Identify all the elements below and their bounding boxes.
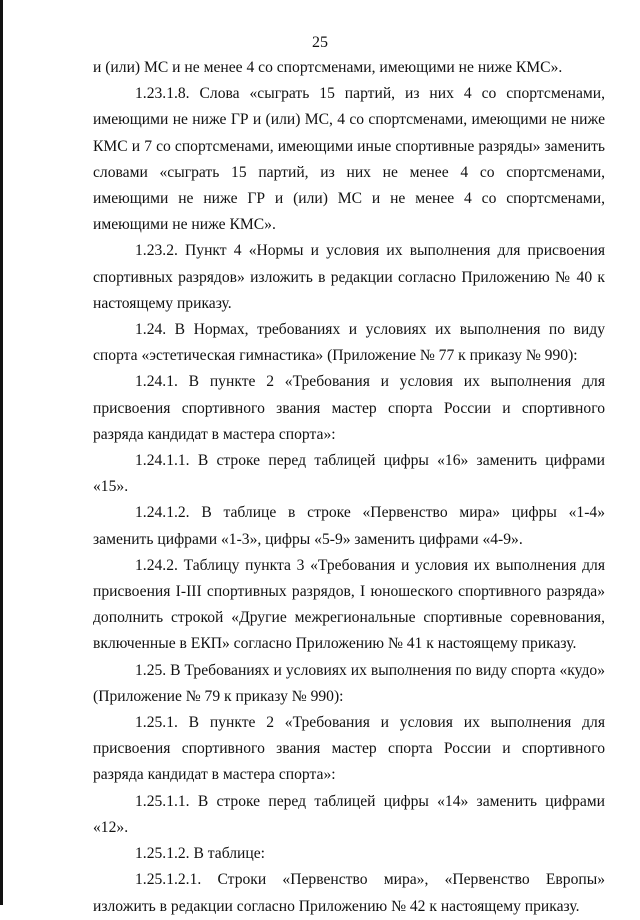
document-body xyxy=(93,55,605,920)
paragraph-continuation: и (или) МС и не менее 4 со спортсменами, имеющими не ниже КМС». xyxy=(93,59,563,76)
paragraph-1-23-1-8: 1.23.1.8. Слова «сыграть 15 партий, из них 4 со спортсменами, имеющими не ниже ГР и (или) МС, 4 со спортсменами, имеющими не ниже КМС и 7 со спортсменами, имеющими иные спортивные разряды» заменить словами «сыграть 15 партий, из них не менее 4 со спортсменами, имеющими не ниже ГР и (или) МС и не менее 4 со спортсменами, имеющими не ниже КМС». xyxy=(93,85,605,234)
paragraph-1-24-1-2: 1.24.1.2. В таблице в строке «Первенство мира» цифры «1-4» заменить цифрами «1-3», цифры «5-9» заменить цифрами «4-9». xyxy=(93,504,605,548)
page-number: 25 xyxy=(312,34,328,51)
paragraph-1-23-2: 1.23.2. Пункт 4 «Нормы и условия их выполнения для присвоения спортивных разрядов» изложить в редакции согласно Приложению № 40 к настоящему приказу. xyxy=(93,242,605,312)
paragraph-1-24-1-1: 1.24.1.1. В строке перед таблицей цифры «16» заменить цифрами «15». xyxy=(93,452,605,496)
paragraph-1-25-1: 1.25.1. В пункте 2 «Требования и условия их выполнения для присвоения спортивного звания мастер спорта России и спортивного разряда кандидат в мастера спорта»: xyxy=(93,714,605,784)
paragraph-1-25: 1.25. В Требованиях и условиях их выполнения по виду спорта «кудо» (Приложение № 79 к приказу № 990): xyxy=(93,661,605,705)
paragraph-1-25-1-2-1: 1.25.1.2.1. Строки «Первенство мира», «Первенство Европы» изложить в редакции согласно Приложению № 42 к настоящему приказу. xyxy=(93,871,605,915)
paragraph-1-25-1-2: 1.25.1.2. В таблице: xyxy=(135,845,265,863)
paragraph-1-24-1: 1.24.1. В пункте 2 «Требования и условия их выполнения для присвоения спортивного звания мастер спорта России и спортивного разряда кандидат в мастера спорта»: xyxy=(93,373,605,443)
paragraph-1-24: 1.24. В Нормах, требованиях и условиях их выполнения по виду спорта «эстетическая гимнастика» (Приложение № 77 к приказу № 990): xyxy=(93,321,605,365)
page-edge-shadow xyxy=(0,0,3,905)
paragraph-1-24-2: 1.24.2. Таблицу пункта 3 «Требования и условия их выполнения для присвоения I-III спортивных разрядов, I юношеского спортивного разряда» дополнить строкой «Другие межрегиональные спортивные соревнования, включенные в ЕКП» согласно Приложению № 41 к настоящему приказу. xyxy=(93,556,605,653)
paragraph-1-25-1-1: 1.25.1.1. В строке перед таблицей цифры «14» заменить цифрами «12». xyxy=(93,792,605,836)
